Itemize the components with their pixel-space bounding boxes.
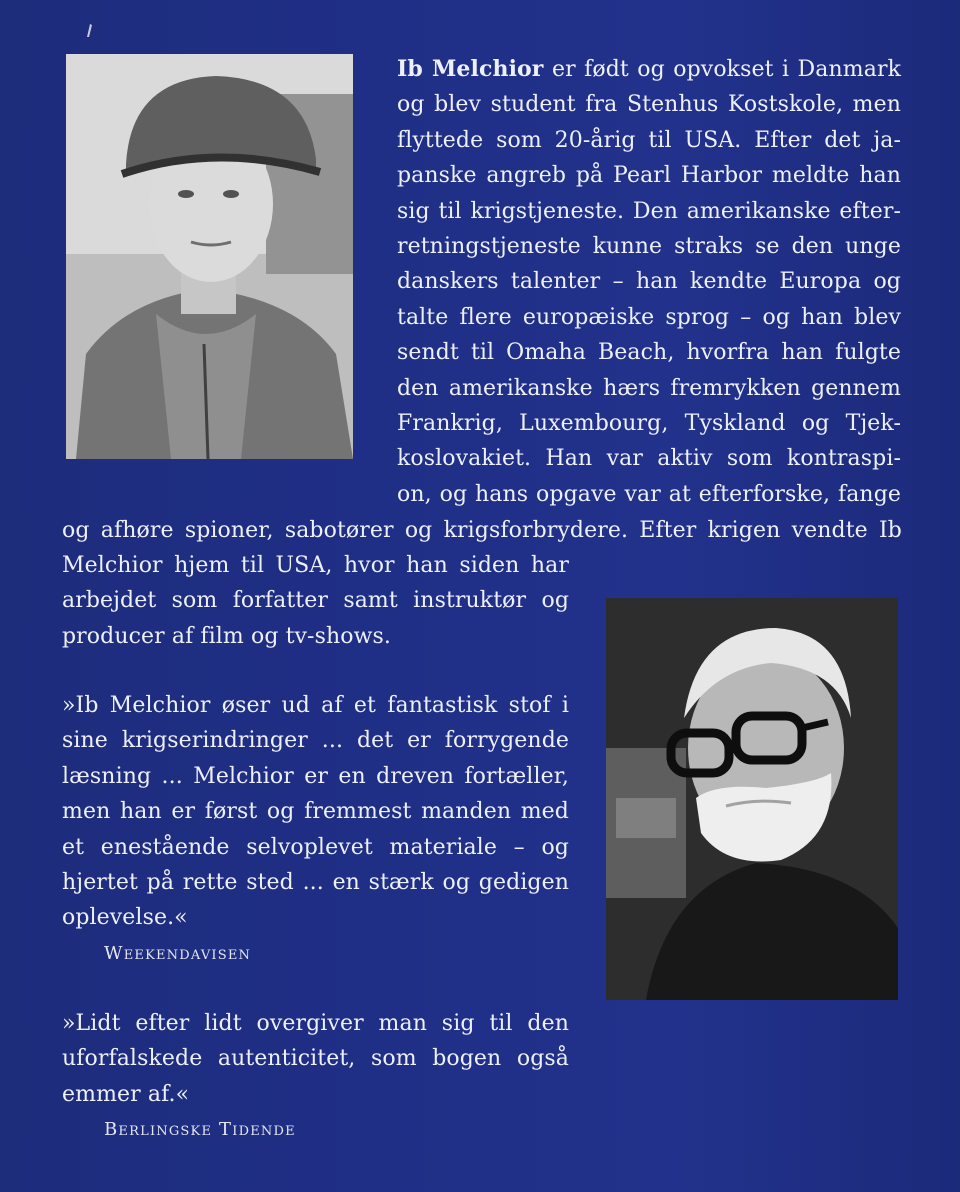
- ink-mark: [84, 22, 94, 38]
- bio-paragraph: [397, 52, 901, 512]
- bio-line: Frankrig, Luxembourg, Tyskland og Tjek-: [397, 411, 901, 437]
- bio-line: Melchior hjem til USA, hvor han siden har: [62, 553, 569, 578]
- bio-line: koslovakiet. Han var aktiv som kontraspi-: [397, 446, 901, 472]
- soldier-portrait-photo: [66, 54, 353, 459]
- bio-line: producer af film og tv-shows.: [62, 623, 392, 649]
- quote-line: emmer af.«: [62, 1081, 190, 1107]
- quote-line: læsning ... Melchior er en dreven fortæller,: [62, 763, 569, 789]
- quote-line: oplevelse.«: [62, 905, 188, 931]
- bio-line: talte flere europæiske sprog – og han blev: [397, 304, 901, 330]
- quote-line: men han er først og fremmest manden med: [62, 799, 569, 825]
- review-quote-weekendavisen: [62, 688, 569, 972]
- bio-line: on, og hans opgave var at efterforske, fange: [397, 481, 901, 507]
- bio-line: retningstjeneste kunne straks se den unge: [397, 234, 901, 260]
- bio-line: arbejdet som forfatter samt instruktør og: [62, 588, 569, 614]
- quote-line: sine krigserindringer ... det er forrygende: [62, 728, 569, 754]
- bio-line: er født og opvokset i Danmark: [543, 57, 902, 82]
- quote-line: uforfalskede autenticitet, som bogen også: [62, 1046, 569, 1072]
- quote-line: »Lidt efter lidt overgiver man sig til den: [62, 1011, 569, 1036]
- bio-line: og blev student fra Stenhus Kostskole, men: [397, 92, 901, 118]
- bio-continuation: [62, 548, 569, 654]
- bio-wide-line-block: [62, 513, 902, 548]
- author-portrait-photo: [606, 598, 898, 1000]
- bio-line: sendt til Omaha Beach, hvorfra han fulgte: [397, 340, 901, 366]
- quote-line: hjertet på rette sted ... en stærk og gedigen: [62, 870, 569, 896]
- quote-line: et enestående selvoplevet materiale – og: [62, 834, 569, 860]
- quote-source: Berlingske Tidende: [104, 1119, 296, 1141]
- bio-line: panske angreb på Pearl Harbor meldte han: [397, 163, 901, 189]
- author-name: Ib Melchior: [397, 56, 544, 82]
- quote-line: »Ib Melchior øser ud af et fantastisk stof i: [62, 693, 569, 718]
- bio-line: flyttede som 20-årig til USA. Efter det ja-: [397, 127, 901, 153]
- bio-line: den amerikanske hærs fremrykken gennem: [397, 375, 901, 401]
- review-quote-berlingske: [62, 1006, 569, 1148]
- bio-line: og afhøre spioner, sabotører og krigsforbrydere. Efter krigen vendte Ib: [62, 518, 902, 543]
- bio-line: danskers talenter – han kendte Europa og: [397, 269, 901, 295]
- bio-line: sig til krigstjeneste. Den amerikanske efter-: [397, 198, 901, 224]
- quote-source: Weekendavisen: [104, 942, 252, 964]
